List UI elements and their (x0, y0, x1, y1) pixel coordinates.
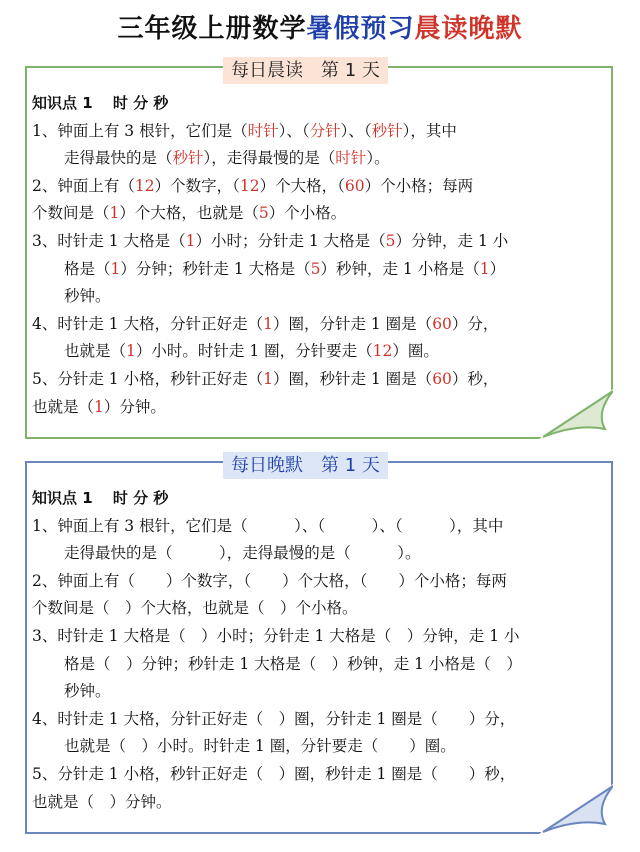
page-curl-icon (539, 784, 613, 834)
morning-text-line (32, 173, 607, 201)
evening-text-line (32, 789, 607, 817)
line-text: ）小时。时针走 1 圈，分针要走（ (135, 342, 373, 361)
line-text: 秒钟。 (64, 287, 111, 306)
line-text: ） (489, 259, 506, 278)
line-text: ）秒钟，走 1 小格是（ (320, 259, 480, 278)
answer-text: 1 (94, 397, 104, 416)
answer-text: 分针 (309, 121, 341, 140)
morning-text-line (32, 118, 607, 146)
line-text: 走得最快的是（ ），走得最慢的是（ ）。 (64, 544, 421, 563)
line-text: ）秒， (451, 369, 499, 388)
answer-text: 5 (258, 204, 269, 223)
line-text: 也就是（ (64, 342, 127, 361)
evening-tab-label: 每日晚默 第 1 天 (223, 452, 388, 479)
line-text: 格是（ (64, 259, 111, 278)
answer-text: 12 (134, 176, 155, 195)
line-text: 3、时针走 1 大格是（ ）小时；分针走 1 大格是（ ）分钟，走 1 小 (32, 626, 520, 645)
answer-text: 60 (432, 314, 452, 333)
answer-text: 1 (110, 259, 121, 278)
line-text: 4、时针走 1 大格，分针正好走（ ）圈，分针走 1 圈是（ ）分， (32, 709, 516, 728)
line-text: 也就是（ (32, 397, 95, 416)
line-text: ）个小格。 (268, 204, 347, 223)
morning-text-line (32, 200, 607, 228)
line-text: ）分钟。 (103, 397, 166, 416)
answer-text: 1 (479, 259, 490, 278)
line-text: 1、钟面上有 3 根针，它们是（ ）、（ ）、（ ），其中 (32, 516, 504, 535)
answer-text: 5 (385, 231, 396, 250)
line-text: ）分钟；秒针走 1 大格是（ (120, 259, 311, 278)
evening-text-line (32, 761, 607, 789)
evening-text-line (32, 678, 607, 706)
line-text: ）、（ (340, 121, 372, 140)
answer-text: 1 (263, 314, 273, 333)
morning-text-line (32, 145, 607, 173)
answer-text: 时针 (335, 149, 367, 168)
page-title (0, 8, 640, 45)
answer-text: 秒针 (172, 149, 204, 168)
line-text: ）圈，秒针走 1 圈是（ (272, 369, 433, 388)
evening-text-line (32, 623, 607, 651)
line-text: 也就是（ ）分钟。 (32, 792, 172, 811)
title-part-grade: 三年级上册数学 (117, 14, 307, 44)
morning-text-line (32, 366, 607, 394)
morning-text-line (32, 394, 607, 422)
line-text: 秒钟。 (64, 682, 111, 701)
answer-text: 60 (344, 176, 365, 195)
line-text: 格是（ ）分钟；秒针走 1 大格是（ ）秒钟，走 1 小格是（ ） (64, 654, 522, 673)
evening-lines (32, 513, 607, 817)
evening-text-line (32, 513, 607, 541)
evening-text-line (32, 733, 607, 761)
morning-text-line (32, 283, 607, 311)
line-text: ）个大格，（ (259, 176, 345, 195)
line-text: 走得最快的是（ (64, 149, 173, 168)
line-text: ）个大格，也就是（ (119, 204, 259, 223)
morning-knowledge-heading: 知识点 1 时 分 秒 (32, 94, 169, 112)
title-part-reading: 晨读晚默 (414, 14, 523, 44)
evening-knowledge-heading: 知识点 1 时 分 秒 (32, 489, 169, 507)
morning-text-line (32, 338, 607, 366)
line-text: 也就是（ ）小时。时针走 1 圈，分针要走（ ）圈。 (64, 737, 456, 756)
answer-text: 1 (126, 342, 136, 361)
answer-text: 1 (109, 204, 120, 223)
answer-text: 60 (432, 369, 452, 388)
line-text: ）圈，分针走 1 圈是（ (272, 314, 433, 333)
evening-text-line (32, 540, 607, 568)
morning-tab-label: 每日晨读 第 1 天 (223, 57, 388, 84)
line-text: ）、（ (278, 121, 310, 140)
line-text: 4、时针走 1 大格，分针正好走（ (32, 314, 264, 333)
evening-content (32, 485, 607, 816)
evening-text-line (32, 595, 607, 623)
line-text: ）个小格；每两 (364, 176, 474, 195)
morning-text-line (32, 311, 607, 339)
line-text: ）分， (451, 314, 499, 333)
answer-text: 时针 (247, 121, 279, 140)
line-text: 5、分针走 1 小格，秒针正好走（ ）圈，秒针走 1 圈是（ ）秒， (32, 764, 516, 783)
morning-lines (32, 118, 607, 422)
evening-recall-card (25, 455, 613, 834)
page-curl-icon (539, 389, 613, 439)
morning-reading-card (25, 60, 613, 439)
title-part-preview: 暑假预习 (306, 14, 415, 44)
line-text: 1、钟面上有 3 根针，它们是（ (32, 121, 248, 140)
evening-text-line (32, 651, 607, 679)
answer-text: 1 (185, 231, 196, 250)
line-text: 个数间是（ ）个大格，也就是（ ）个小格。 (32, 599, 358, 618)
line-text: ），其中 (402, 121, 457, 140)
line-text: 2、钟面上有（ (32, 176, 135, 195)
morning-text-line (32, 256, 607, 284)
answer-text: 秒针 (371, 121, 403, 140)
line-text: ）小时；分针走 1 大格是（ (195, 231, 386, 250)
evening-text-line (32, 568, 607, 596)
line-text: ）分钟，走 1 小 (395, 231, 509, 250)
morning-text-line (32, 228, 607, 256)
answer-text: 12 (372, 342, 393, 361)
line-text: 5、分针走 1 小格，秒针正好走（ (32, 369, 264, 388)
answer-text: 1 (263, 369, 273, 388)
evening-text-line (32, 706, 607, 734)
answer-text: 5 (310, 259, 321, 278)
line-text: ），走得最慢的是（ (203, 149, 336, 168)
answer-text: 12 (239, 176, 260, 195)
line-text: 个数间是（ (32, 204, 110, 223)
morning-content (32, 90, 607, 421)
line-text: 2、钟面上有（ ）个数字，（ ）个大格，（ ）个小格；每两 (32, 571, 507, 590)
line-text: ）圈。 (392, 342, 439, 361)
line-text: ）个数字，（ (154, 176, 240, 195)
line-text: ）。 (366, 149, 390, 168)
line-text: 3、时针走 1 大格是（ (32, 231, 186, 250)
